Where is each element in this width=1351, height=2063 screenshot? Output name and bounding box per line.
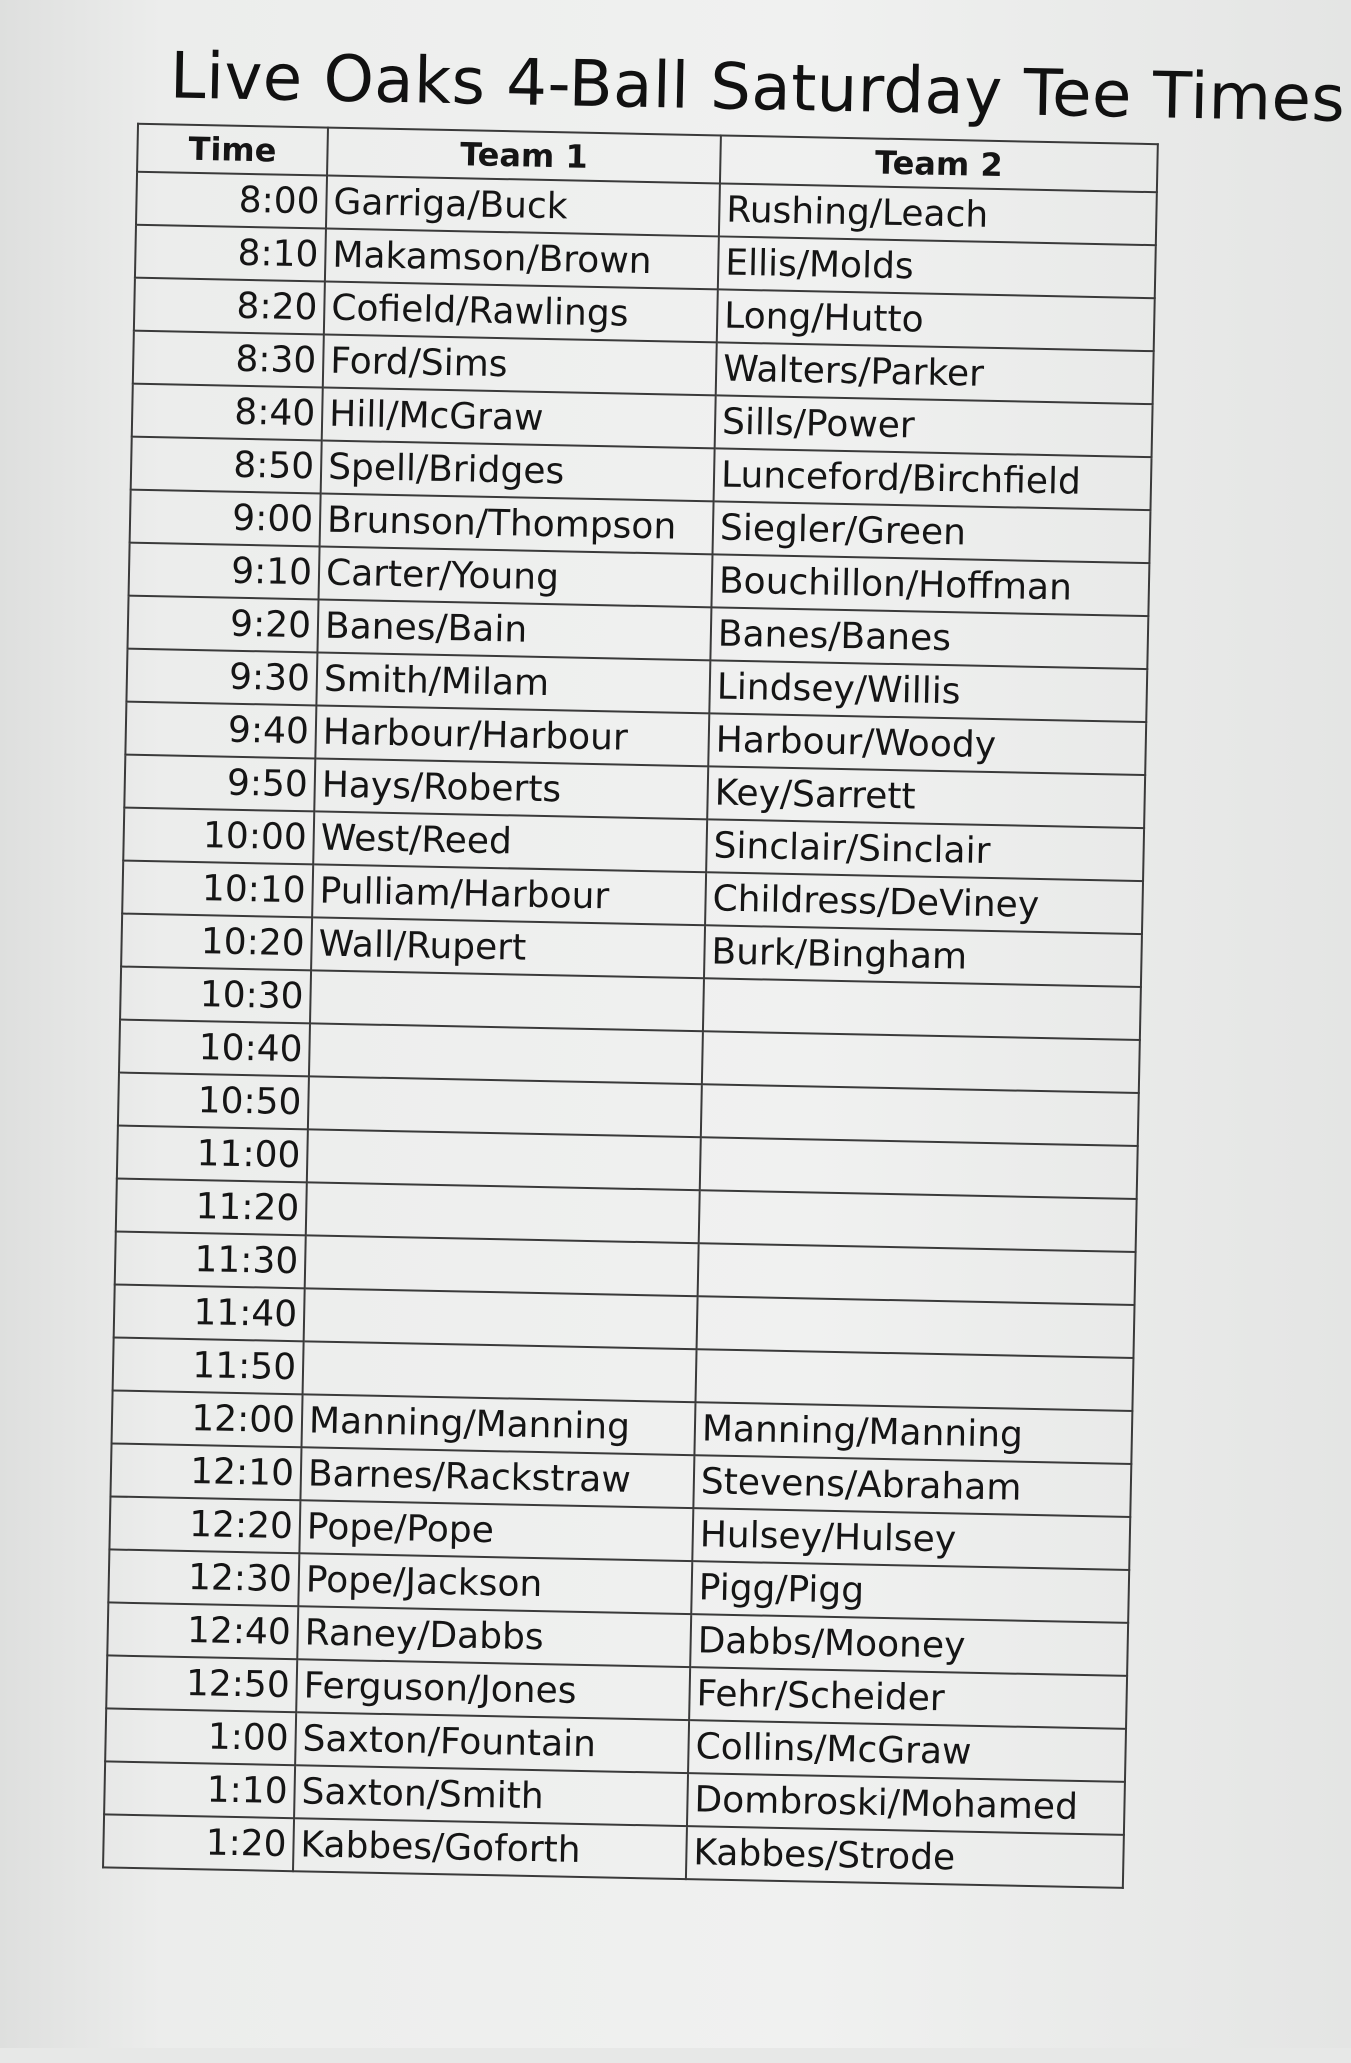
time-cell: 11:40 [114, 1285, 305, 1342]
header-team1: Team 1 [327, 128, 721, 184]
team1-cell: Cofield/Rawlings [324, 282, 718, 343]
team1-cell: Saxton/Smith [294, 1765, 688, 1826]
team2-cell: Fehr/Scheider [689, 1667, 1127, 1729]
team2-cell [703, 978, 1141, 1040]
time-cell: 10:40 [119, 1020, 310, 1077]
tee-times-table [102, 123, 1159, 1889]
team2-cell: Bouchillon/Hoffman [711, 554, 1149, 616]
team1-cell [310, 970, 704, 1031]
team2-cell [698, 1243, 1136, 1305]
team2-cell: Stevens/Abraham [693, 1455, 1131, 1517]
time-cell: 1:20 [103, 1814, 294, 1871]
time-cell: 8:40 [132, 384, 323, 441]
team2-cell [701, 1084, 1139, 1146]
team1-cell [306, 1182, 700, 1243]
team2-cell [695, 1349, 1133, 1411]
time-cell: 10:20 [121, 914, 312, 971]
team1-cell [308, 1076, 702, 1137]
team1-cell: Pope/Pope [299, 1500, 693, 1561]
time-cell: 8:20 [134, 278, 325, 335]
team1-cell [303, 1341, 697, 1402]
team2-cell: Harbour/Woody [708, 713, 1146, 775]
team1-cell: Hays/Roberts [314, 758, 708, 819]
time-cell: 1:00 [105, 1708, 296, 1765]
team2-cell: Dabbs/Mooney [690, 1614, 1128, 1676]
team2-cell: Hulsey/Hulsey [692, 1508, 1130, 1570]
time-cell: 12:00 [112, 1390, 303, 1447]
team2-cell: Kabbes/Strode [686, 1826, 1124, 1888]
time-cell: 9:50 [124, 755, 315, 812]
time-cell: 10:00 [123, 808, 314, 865]
team2-cell: Lunceford/Birchfield [714, 448, 1152, 510]
team1-cell: Pulliam/Harbour [312, 864, 706, 925]
team2-cell: Dombroski/Mohamed [687, 1773, 1125, 1835]
time-cell: 10:30 [120, 967, 311, 1024]
time-cell: 8:00 [136, 172, 327, 229]
time-cell: 10:50 [118, 1073, 309, 1130]
time-cell: 9:30 [126, 649, 317, 706]
time-cell: 11:20 [116, 1179, 307, 1236]
header-time: Time [137, 124, 328, 176]
team2-cell: Pigg/Pigg [691, 1561, 1129, 1623]
team2-cell: Burk/Bingham [704, 925, 1142, 987]
time-cell: 11:00 [117, 1126, 308, 1183]
header-team2: Team 2 [720, 135, 1158, 192]
team1-cell: Harbour/Harbour [315, 705, 709, 766]
time-cell: 12:10 [110, 1443, 301, 1500]
time-cell: 9:40 [125, 702, 316, 759]
team1-cell: Barnes/Rackstraw [300, 1447, 694, 1508]
team2-cell [699, 1190, 1137, 1252]
team1-cell [309, 1023, 703, 1084]
team2-cell: Ellis/Molds [718, 236, 1156, 298]
time-cell: 8:30 [133, 331, 324, 388]
team1-cell: Pope/Jackson [298, 1553, 692, 1614]
team1-cell: Brunson/Thompson [320, 493, 714, 554]
time-cell: 11:50 [113, 1337, 304, 1394]
team1-cell: Makamson/Brown [325, 229, 719, 290]
team1-cell [305, 1235, 699, 1296]
team1-cell: Ford/Sims [323, 335, 717, 396]
team1-cell: Carter/Young [319, 546, 713, 607]
team2-cell: Long/Hutto [717, 289, 1155, 351]
time-cell: 9:10 [129, 543, 320, 600]
team1-cell: Smith/Milam [316, 652, 710, 713]
team1-cell: Kabbes/Goforth [293, 1818, 687, 1879]
team2-cell: Sills/Power [715, 395, 1153, 457]
team2-cell: Siegler/Green [713, 501, 1151, 563]
team1-cell [307, 1129, 701, 1190]
team2-cell: Rushing/Leach [719, 183, 1157, 245]
time-cell: 9:20 [127, 596, 318, 653]
time-cell: 10:10 [122, 861, 313, 918]
team2-cell [702, 1031, 1140, 1093]
team2-cell: Collins/McGraw [688, 1720, 1126, 1782]
time-cell: 9:00 [130, 490, 321, 547]
team1-cell [304, 1288, 698, 1349]
time-cell: 11:30 [115, 1232, 306, 1289]
team2-cell: Banes/Banes [710, 607, 1148, 669]
team1-cell: Ferguson/Jones [296, 1659, 690, 1720]
team1-cell: Spell/Bridges [321, 440, 715, 501]
team1-cell: West/Reed [313, 811, 707, 872]
time-cell: 12:40 [107, 1602, 298, 1659]
team2-cell: Manning/Manning [694, 1402, 1132, 1464]
team2-cell: Lindsey/Willis [709, 660, 1147, 722]
team1-cell: Manning/Manning [301, 1394, 695, 1455]
team2-cell: Sinclair/Sinclair [706, 819, 1144, 881]
time-cell: 12:20 [109, 1496, 300, 1553]
team1-cell: Wall/Rupert [311, 917, 705, 978]
team1-cell: Saxton/Fountain [295, 1712, 689, 1773]
page-title: Live Oaks 4-Ball Saturday Tee Times [169, 39, 1346, 137]
team1-cell: Raney/Dabbs [297, 1606, 691, 1667]
time-cell: 8:10 [135, 225, 326, 282]
team2-cell [700, 1137, 1138, 1199]
table-body [103, 172, 1157, 1888]
time-cell: 8:50 [131, 437, 322, 494]
team2-cell [697, 1296, 1135, 1358]
team1-cell: Banes/Bain [317, 599, 711, 660]
team1-cell: Garriga/Buck [326, 176, 720, 237]
time-cell: 12:30 [108, 1549, 299, 1606]
team2-cell: Walters/Parker [716, 342, 1154, 404]
team2-cell: Key/Sarrett [707, 766, 1145, 828]
time-cell: 1:10 [104, 1761, 295, 1818]
time-cell: 12:50 [106, 1655, 297, 1712]
team1-cell: Hill/McGraw [322, 387, 716, 448]
team2-cell: Childress/DeViney [705, 872, 1143, 934]
